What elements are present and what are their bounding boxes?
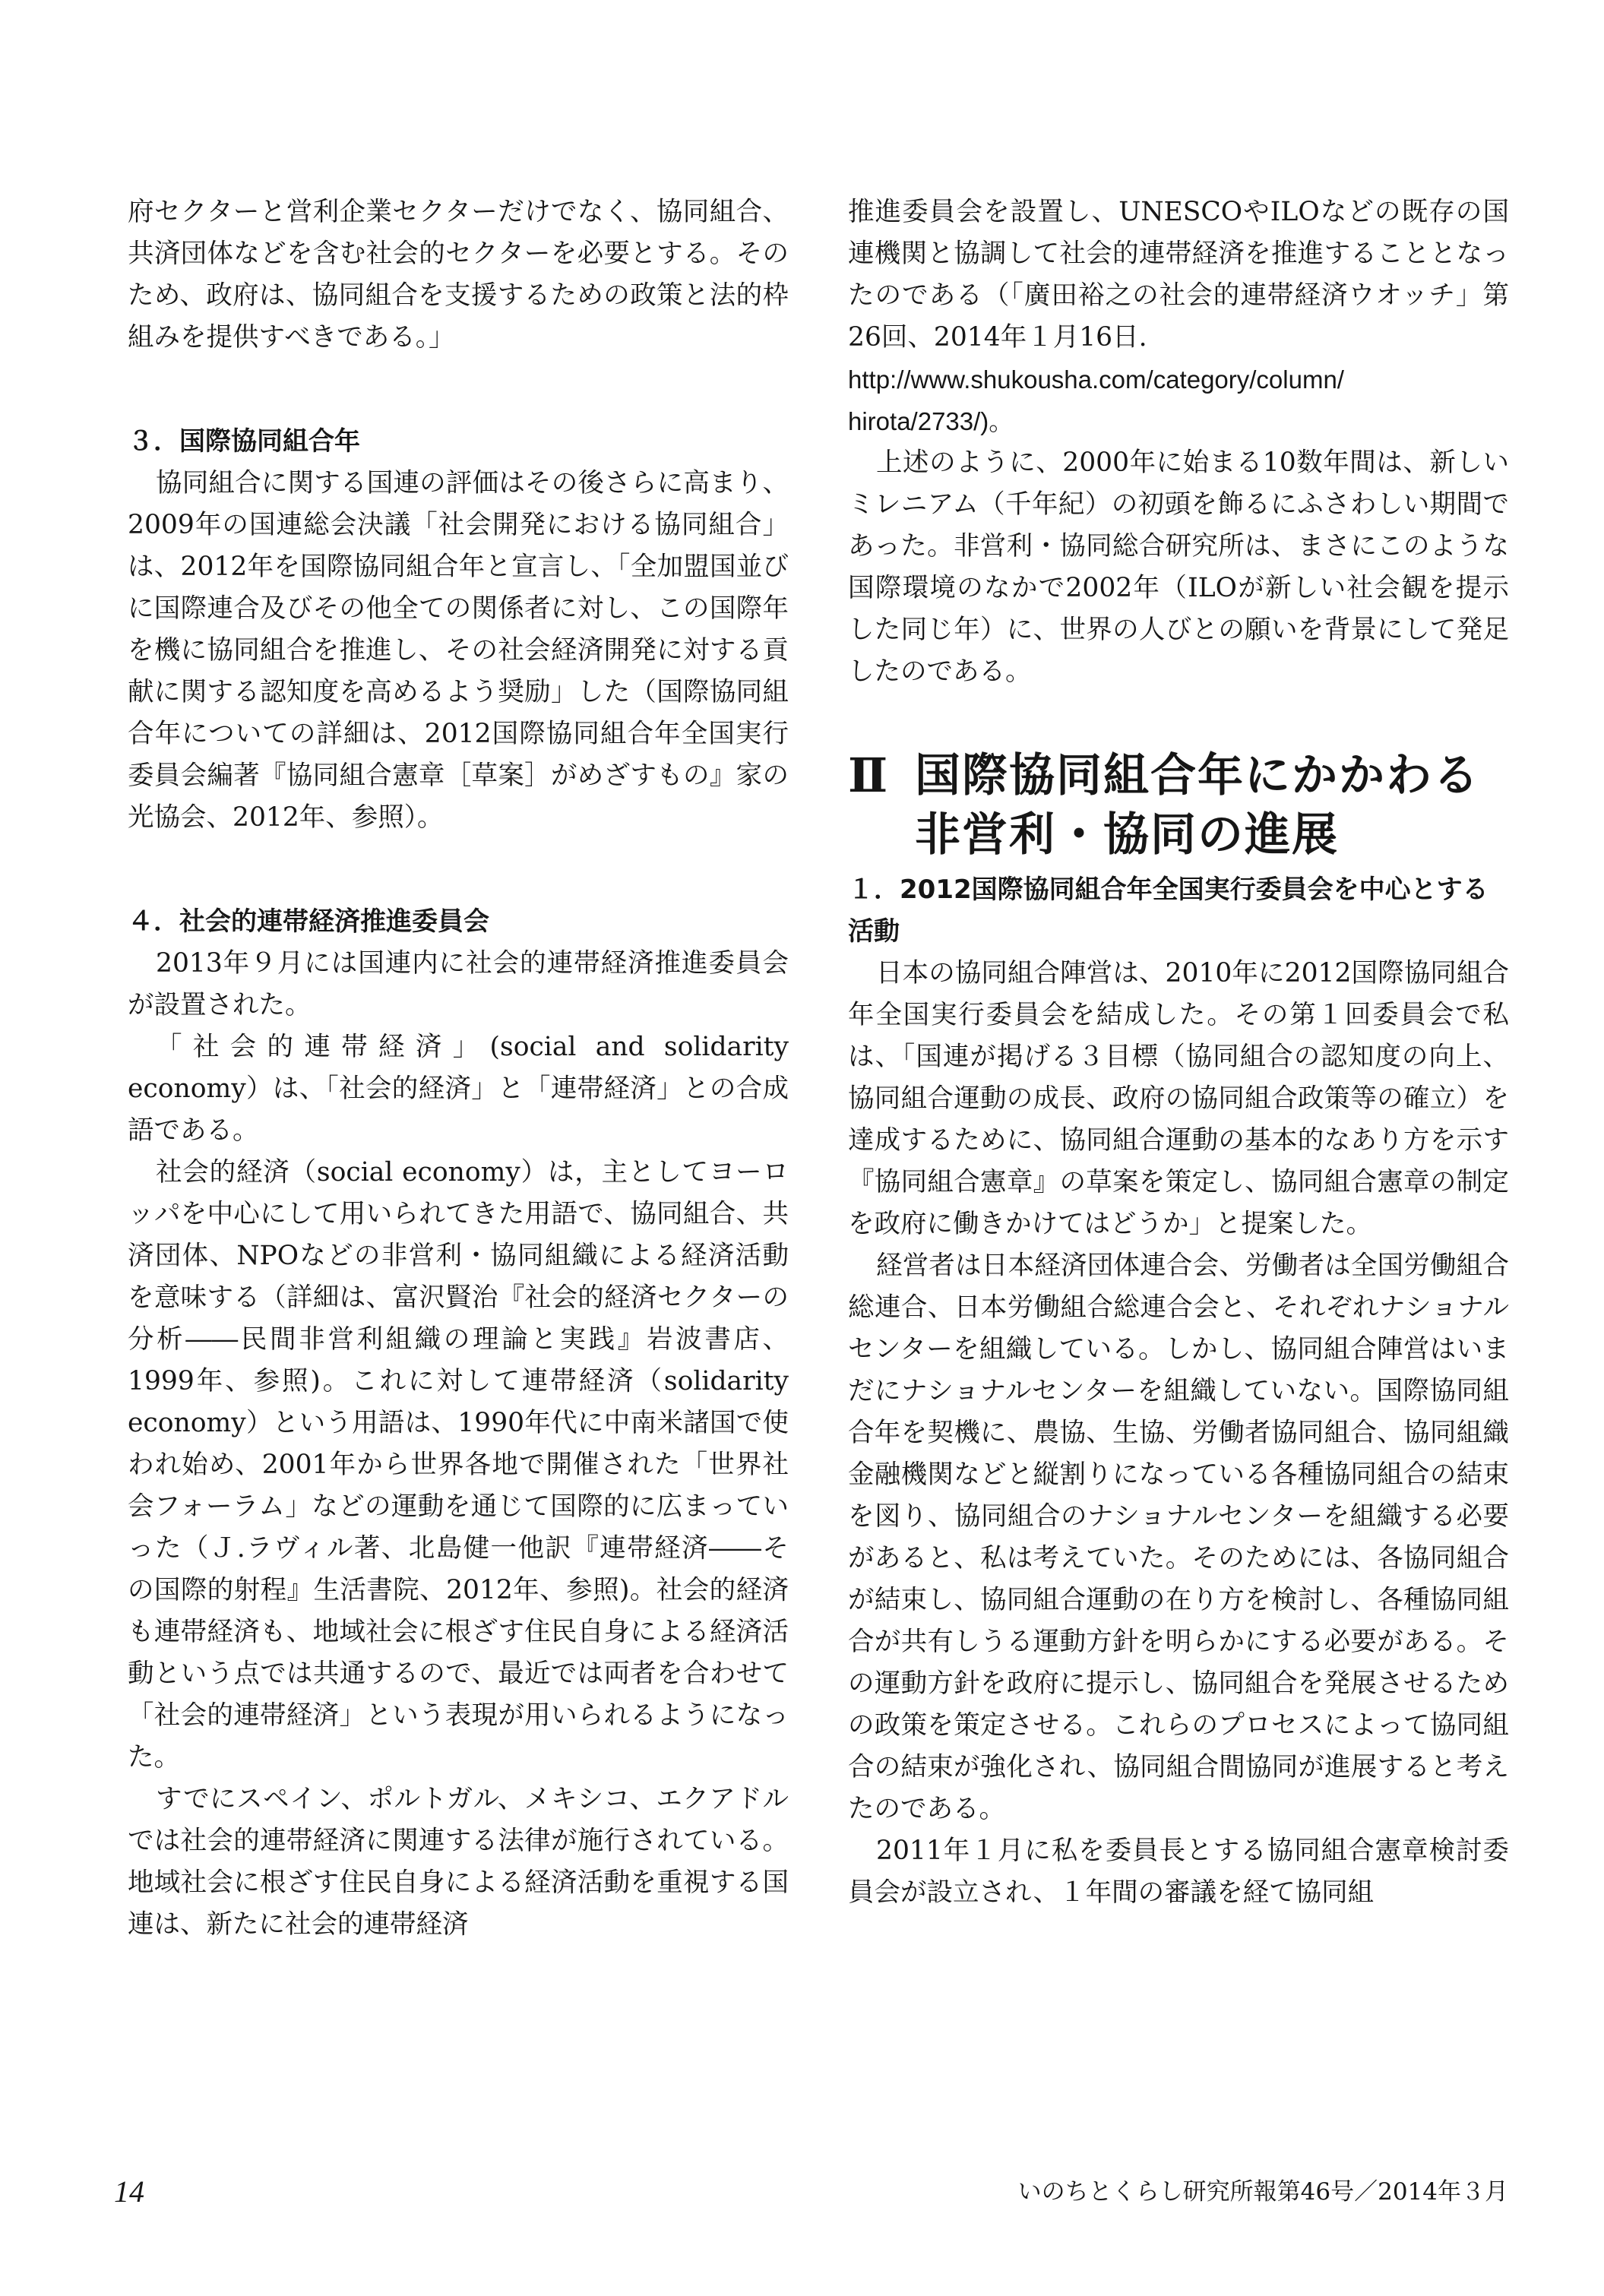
spacer [848, 693, 1509, 746]
section-number: Ⅱ [848, 748, 888, 803]
paragraph-national-center: 経営者は日本経済団体連合会、労働者は全国労働組合総連合、日本労働組合総連合会と、それぞれナショナルセンターを組織している。しかし、協同組合陣営はいまだにナショナルセンターを組織していない。国際協同組合年を契機に、農協、生協、労働者協同組合、協同組織金融機関などと縦割りになっている各種協同組合の結束を図り、協同組合のナショナルセンターを組織する必要があると、私は考えていた。そのためには、各協同組合が結束し、協同組合運動の在り方を検討し、各種協同組合が共有しうる運動方針を明らかにする必要がある。その運動方針を政府に提示し、協同組合を発展させるための政策を策定させる。これらのプロセスによって協同組合の結束が強化され、協同組合間協同が進展すると考えたのである。 [848, 1251, 1509, 1824]
section-title: 国際協同組合年にかかわる 非営利・協同の進展 [915, 749, 1480, 862]
spacer [128, 839, 789, 901]
left-column [128, 191, 789, 1946]
paragraph-millennium: 上述のように、2000年に始まる10数年間は、新しいミレニアム（千年紀）の初頭を飾るにふさわしい期間であった。非営利・協同総合研究所は、まさにこのような国際環境のなかで2002年（ILOが新しい社会観を提示した同じ年）に、世界の人びとの願いを背景にして発足したのである。 [848, 447, 1509, 687]
reference-url-continued: hirota/2733/)。 [848, 407, 1014, 435]
paragraph-charter-committee: 2011年１月に私を委員長とする協同組合憲章検討委員会が設立され、１年間の審議を経て協同組 [848, 1836, 1509, 1908]
right-column [848, 191, 1509, 1914]
paragraph-international-year: 協同組合に関する国連の評価はその後さらに高まり、2009年の国連総会決議「社会開発における協同組合」は、2012年を国際協同組合年と宣言し、「全加盟国並びに国際連合及びその他全ての関係者に対し、この国際年を機に協同組合を推進し、その社会経済開発に対する貢献に関する認知度を高めるよう奨励」した（国際協同組合年についての詳細は、2012国際協同組合年全国実行委員会編著『協同組合憲章［草案］がめざすもの』家の光協会、2012年、参照）。 [128, 468, 789, 833]
paragraph-sse-laws: すでにスペイン、ポルトガル、メキシコ、エクアドルでは社会的連帯経済に関連する法律が施行されている。地域社会に根ざす住民自身による経済活動を重視する国連は、新たに社会的連帯経済 [128, 1784, 789, 1940]
heading-international-year: ３．国際協同組合年 [128, 426, 360, 457]
section-heading [848, 746, 1509, 869]
heading-national-committee: １．2012国際協同組合年全国実行委員会を中心とする活動 [848, 874, 1489, 947]
paragraph-opening-quote: 府セクターと営利企業セクターだけでなく、協同組合、共済団体などを含む社会的セクターを必要とする。そのため、政府は、協同組合を支援するための政策と法的枠組みを提供すべきである。」 [128, 197, 789, 353]
heading-sse-committee: ４．社会的連帯経済推進委員会 [128, 906, 489, 937]
page-number: 14 [114, 2174, 144, 2209]
paragraph-social-economy: 社会的経済（social economy）は，主としてヨーロッパを中心にして用いられてきた用語で、協同組合、共済団体、NPOなどの非営利・協同組織による経済活動を意味する（詳細は、富沢賢治『社会的経済セクターの分析――民間非営利組織の理論と実践』岩波書店、1999年、参照)。これに対して連帯経済（solidarity economy）という用語は、1990年代に中南米諸国で使われ始め、2001年から世界各地で開催された「世界社会フォーラム」などの運動を通じて国際的に広まっていった（Ｊ.ラヴィル著、北島健一他訳『連帯経済――その国際的射程』生活書院、2012年、参照)。社会的経済も連帯経済も、地域社会に根ざす住民自身による経済活動という点では共通するので、最近では両者を合わせて「社会的連帯経済」という表現が用いられるようになった。 [128, 1157, 789, 1773]
paragraph-sse-committee-established: 2013年９月には国連内に社会的連帯経済推進委員会が設置された。 [128, 948, 789, 1020]
paragraph-continued: 推進委員会を設置し、UNESCOやILOなどの既存の国連機関と協調して社会的連帯経済を推進することとなったのである（「廣田裕之の社会的連帯経済ウオッチ」第26回、2014年１月16日. [848, 197, 1509, 353]
paragraph-sse-definition: 「社会的連帯経済」(social and solidarity economy）は、「社会的経済」と「連帯経済」との合成語である。 [128, 1032, 789, 1146]
paragraph-national-committee: 日本の協同組合陣営は、2010年に2012国際協同組合年全国実行委員会を結成した。その第１回委員会で私は、「国連が掲げる３目標（協同組合の認知度の向上、協同組合運動の成長、政府の協同組合政策等の確立）を達成するために、協同組合運動の基本的なあり方を示す『協同組合憲章』の草案を策定し、協同組合憲章の制定を政府に働きかけてはどうか」と提案した。 [848, 958, 1509, 1239]
running-footer: いのちとくらし研究所報第46号／2014年３月 [1017, 2178, 1508, 2206]
reference-url: http://www.shukousha.com/category/column/ [848, 365, 1344, 394]
spacer [128, 359, 789, 421]
